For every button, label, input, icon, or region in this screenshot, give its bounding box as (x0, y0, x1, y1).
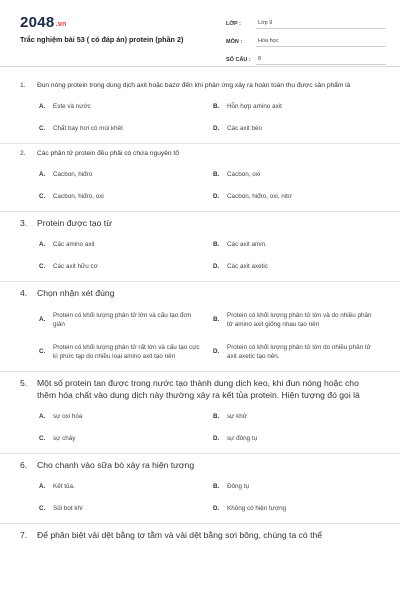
option-text: Protein có khối lượng phân tử lớn và do nhiều phân tử amino axit giống nhau tạo nên (227, 311, 372, 328)
answer-options (20, 407, 380, 449)
option-letter: C. (39, 125, 46, 133)
option-text: sự oxi hóa (53, 413, 83, 421)
option-letter: B. (213, 316, 220, 324)
question-text: Chọn nhận xét đúng (37, 288, 115, 298)
option-letter: D. (213, 505, 220, 513)
option-text: Đông tụ (227, 483, 250, 491)
question-3 (0, 212, 400, 282)
option-letter: A. (39, 241, 46, 249)
meta-row-subject (226, 32, 386, 47)
answer-options (20, 305, 380, 367)
option-text: Hỗn hợp amino axit (227, 103, 282, 111)
option-letter: B. (213, 413, 220, 421)
page-header (0, 0, 400, 66)
option-letter: C. (39, 505, 46, 513)
site-logo[interactable] (20, 14, 67, 31)
option-letter: A. (39, 483, 46, 491)
question-stem (20, 217, 380, 229)
option-letter: C. (39, 193, 46, 201)
option-letter: A. (39, 171, 46, 179)
option-text: Chất bay hơi có mùi khét (53, 125, 123, 133)
option-text: Các axit hữu cơ (53, 263, 98, 271)
question-2 (0, 144, 400, 212)
answer-options (20, 477, 380, 519)
document-title: Trắc nghiệm bài 53 ( có đáp án) protein (phần 2) (20, 35, 184, 44)
meta-label-count: SỐ CÂU : (226, 57, 251, 63)
option-c[interactable] (39, 187, 211, 207)
option-a[interactable] (39, 305, 211, 335)
header-divider (0, 66, 400, 67)
option-b[interactable] (213, 97, 385, 117)
option-text: Cacbon, hiđro, oxi (53, 193, 104, 201)
meta-label-subject: MÔN : (226, 39, 243, 45)
document-meta (226, 14, 386, 68)
option-d[interactable] (213, 119, 385, 139)
question-text: Các phân tử protein đều phải có chứa nguyên tố (37, 150, 179, 157)
option-text: Cacbon, hiđro (53, 171, 93, 179)
question-number: 5. (20, 378, 28, 388)
option-letter: D. (213, 193, 220, 201)
option-text: Các axit béo (227, 125, 263, 133)
answer-options (20, 165, 380, 207)
answer-options (20, 97, 380, 139)
question-list (0, 76, 400, 551)
question-stem (20, 81, 380, 91)
question-number: 2. (20, 150, 26, 157)
option-text: Cacbon, oxi (227, 171, 261, 179)
option-a[interactable] (39, 407, 211, 427)
question-text: Một số protein tan được trong nước tạo thành dung dịch keo, khi đun nóng hoặc cho thêm hóa chất vào dung dịch này thường xảy ra kết tủa protein. Hiện tượng đó gọi là (37, 378, 360, 400)
meta-value-subject: Hóa học (256, 38, 386, 47)
question-number: 6. (20, 460, 28, 470)
question-text: Cho chanh vào sữa bò xảy ra hiện tượng (37, 460, 195, 470)
option-text: Protein có khối lượng phân tử rất lớn và cấu tạo cực kì phức tạp do nhiều loại amino axit tạo nên (53, 343, 200, 360)
option-a[interactable] (39, 97, 211, 117)
option-text: sự cháy (53, 435, 76, 443)
option-b[interactable] (213, 477, 385, 497)
logo-tld: .vn (55, 21, 67, 28)
question-4 (0, 282, 400, 372)
option-d[interactable] (213, 429, 385, 449)
question-1 (0, 76, 400, 144)
option-c[interactable] (39, 499, 211, 519)
option-letter: B. (213, 103, 220, 111)
option-letter: D. (213, 348, 220, 356)
meta-label-class: LỚP : (226, 21, 241, 27)
option-letter: D. (213, 435, 220, 443)
option-letter: A. (39, 316, 46, 324)
option-d[interactable] (213, 257, 385, 277)
option-a[interactable] (39, 165, 211, 185)
question-text: Protein được tạo từ (37, 218, 112, 228)
option-text: Các axit amin. (227, 241, 267, 249)
option-b[interactable] (213, 305, 385, 335)
meta-row-class (226, 14, 386, 29)
question-stem (20, 287, 380, 299)
question-text: Để phân biệt vải dệt bằng tơ tằm và vải dệt bằng sợi bông, chúng ta có thể (37, 530, 323, 540)
question-stem (20, 149, 380, 159)
option-text: Các amino axit (53, 241, 95, 249)
option-a[interactable] (39, 235, 211, 255)
question-6 (0, 454, 400, 524)
option-b[interactable] (213, 165, 385, 185)
question-number: 3. (20, 218, 28, 228)
option-text: sự khử (227, 413, 247, 421)
question-stem (20, 377, 380, 401)
question-stem (20, 529, 380, 541)
question-number: 7. (20, 530, 28, 540)
option-letter: B. (213, 171, 220, 179)
option-text: Các axit axetic (227, 263, 268, 271)
option-c[interactable] (39, 337, 211, 367)
meta-value-count: 8 (256, 56, 386, 65)
option-letter: A. (39, 103, 46, 111)
question-stem (20, 459, 380, 471)
question-7 (0, 524, 400, 551)
logo-text: 2048 (20, 14, 55, 31)
meta-row-count (226, 50, 386, 65)
option-letter: B. (213, 241, 220, 249)
option-b[interactable] (213, 235, 385, 255)
option-text: Kết tủa. (53, 483, 75, 491)
option-a[interactable] (39, 477, 211, 497)
question-number: 1. (20, 82, 26, 89)
option-letter: D. (213, 263, 220, 271)
option-letter: B. (213, 483, 220, 491)
option-letter: C. (39, 348, 46, 356)
answer-options (20, 235, 380, 277)
option-d[interactable] (213, 187, 385, 207)
option-text: Sủi bọt khí (53, 505, 83, 513)
meta-value-class: Lớp 9 (256, 20, 386, 29)
option-c[interactable] (39, 429, 211, 449)
option-letter: C. (39, 263, 46, 271)
option-c[interactable] (39, 119, 211, 139)
option-letter: C. (39, 435, 46, 443)
question-number: 4. (20, 288, 28, 298)
question-text: Đun nóng protein trong dung dịch axit hoặc bazơ đến khi phản ứng xảy ra hoàn toàn thu được sản phẩm là (37, 82, 351, 89)
option-text: Protein có khối lượng phân tử lớn và cấu tạo đơn giản (53, 311, 192, 328)
option-d[interactable] (213, 337, 385, 367)
question-5 (0, 372, 400, 454)
option-letter: A. (39, 413, 46, 421)
option-c[interactable] (39, 257, 211, 277)
option-letter: D. (213, 125, 220, 133)
option-text: Cacbon, hiđro, oxi, nitơ (227, 193, 293, 201)
option-b[interactable] (213, 407, 385, 427)
option-text: sự đông tụ (227, 435, 258, 443)
option-text: Protein có khối lượng phân tử lớn do nhiều phân tử axit axetic tạo nên. (227, 343, 371, 360)
option-d[interactable] (213, 499, 385, 519)
option-text: Este và nước (53, 103, 91, 111)
option-text: Không có hiện tượng (227, 505, 287, 513)
